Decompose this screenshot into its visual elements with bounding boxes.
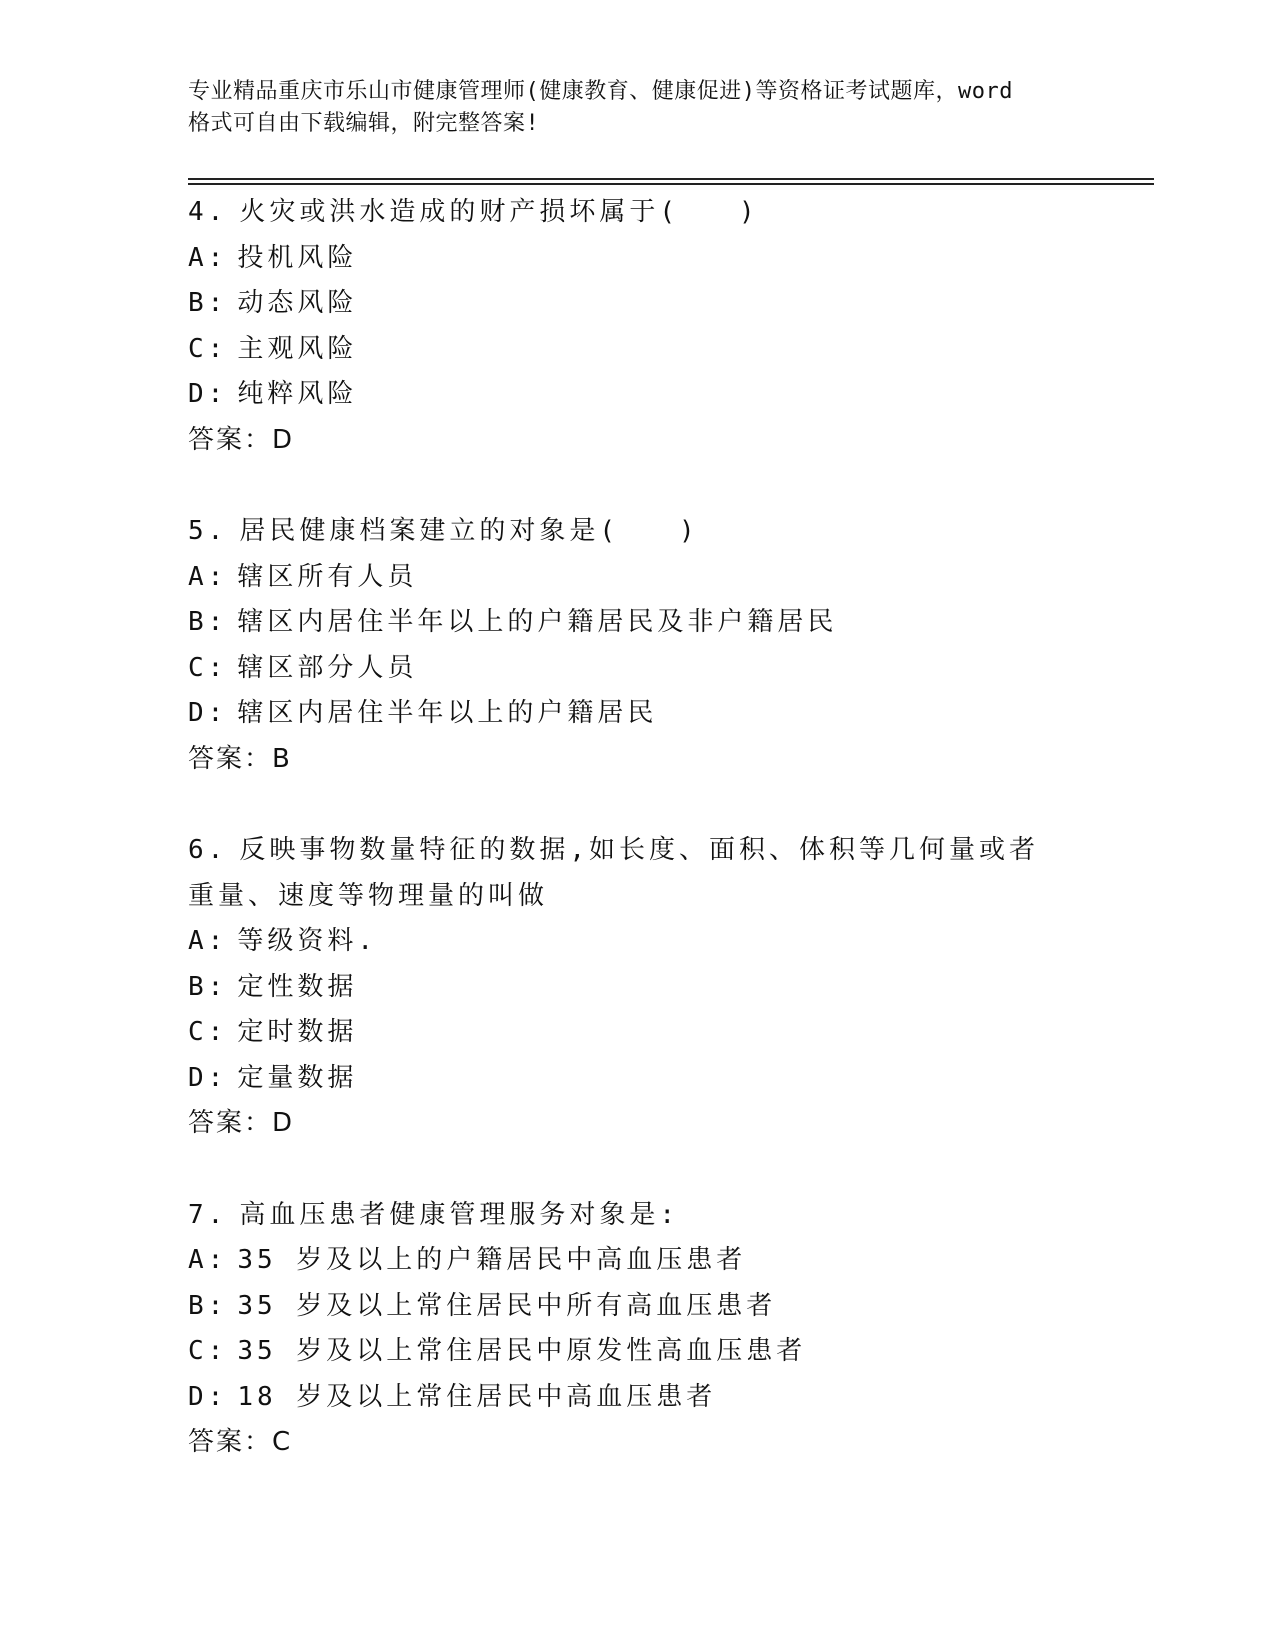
option-text: 35 岁及以上常住居民中原发性高血压患者: [237, 1336, 807, 1366]
question-text: 高血压患者健康管理服务对象是:: [239, 1199, 679, 1230]
option-text: 18 岁及以上常住居民中高血压患者: [237, 1381, 717, 1412]
option-text: 定性数据: [237, 971, 358, 1002]
question-number: 6.: [188, 835, 228, 865]
option-a: [188, 555, 1148, 601]
question-stem: [188, 1193, 1148, 1239]
option-text: 定量数据: [237, 1062, 358, 1093]
option-text: 辖区内居住半年以上的户籍居民及非户籍居民: [237, 607, 838, 637]
option-letter: A:: [188, 242, 228, 273]
question-text: 反映事物数量特征的数据,如长度、面积、体积等几何量或者重量、速度等物理量的叫做: [188, 835, 1039, 911]
option-text: 辖区内居住半年以上的户籍居民: [237, 698, 658, 728]
option-a: [188, 919, 1148, 965]
option-text: 动态风险: [237, 288, 358, 318]
answer-value: B: [272, 743, 292, 774]
option-c: [188, 646, 1148, 692]
question-number: 7.: [188, 1199, 228, 1230]
option-text: 纯粹风险: [237, 379, 358, 409]
option-c: [188, 1010, 1148, 1056]
question-list: [188, 190, 1148, 1512]
option-d: [188, 1375, 1148, 1421]
option-b: [188, 1284, 1148, 1330]
option-letter: D:: [188, 698, 228, 728]
option-letter: A:: [188, 561, 228, 592]
option-letter: D:: [188, 1062, 228, 1093]
answer-label: 答案：: [188, 743, 273, 774]
question-7: [188, 1193, 1148, 1466]
answer-line: [188, 1101, 1148, 1147]
answer-label: 答案：: [188, 424, 273, 455]
answer-label: 答案：: [188, 1427, 273, 1457]
option-text: 辖区所有人员: [237, 561, 418, 592]
option-letter: B:: [188, 607, 228, 637]
option-text: 辖区部分人员: [237, 652, 418, 683]
option-c: [188, 327, 1148, 373]
option-letter: C:: [188, 652, 228, 683]
option-letter: B:: [188, 288, 228, 318]
option-b: [188, 965, 1148, 1011]
option-letter: B:: [188, 971, 228, 1002]
option-letter: B:: [188, 1290, 228, 1321]
option-letter: C:: [188, 1017, 228, 1047]
option-letter: C:: [188, 333, 228, 364]
question-5: [188, 509, 1148, 782]
option-a: [188, 1238, 1148, 1284]
question-number: 4.: [188, 197, 228, 227]
option-b: [188, 600, 1148, 646]
option-text: 35 岁及以上的户籍居民中高血压患者: [237, 1245, 747, 1275]
header-line-2: 格式可自由下载编辑，附完整答案!: [188, 111, 540, 136]
question-stem: [188, 828, 1058, 919]
answer-line: [188, 1420, 1148, 1466]
option-text: 投机风险: [237, 242, 358, 273]
option-letter: D:: [188, 1381, 228, 1412]
header-line-1: 专业精品重庆市乐山市健康管理师(健康教育、健康促进)等资格证考试题库，word: [188, 79, 1013, 104]
option-text: 主观风险: [237, 333, 358, 364]
document-header: [188, 76, 1088, 140]
option-d: [188, 691, 1148, 737]
option-d: [188, 1056, 1148, 1102]
question-6: [188, 828, 1148, 1147]
option-a: [188, 236, 1148, 282]
option-text: 定时数据: [237, 1017, 358, 1047]
option-letter: C:: [188, 1336, 228, 1366]
question-number: 5.: [188, 516, 228, 546]
option-letter: A:: [188, 1245, 228, 1275]
answer-value: C: [272, 1427, 293, 1457]
answer-value: D: [272, 424, 295, 455]
question-stem: [188, 190, 1148, 236]
question-stem: [188, 509, 1148, 555]
answer-line: [188, 737, 1148, 783]
header-divider-top: [188, 178, 1154, 180]
header-divider-bottom: [188, 183, 1154, 185]
option-letter: D:: [188, 379, 228, 409]
option-d: [188, 372, 1148, 418]
option-letter: A:: [188, 926, 228, 956]
option-text: 等级资料.: [237, 926, 377, 956]
answer-line: [188, 418, 1148, 464]
question-4: [188, 190, 1148, 463]
answer-value: D: [272, 1108, 295, 1138]
option-text: 35 岁及以上常住居民中所有高血压患者: [237, 1290, 777, 1321]
option-b: [188, 281, 1148, 327]
question-text: 居民健康档案建立的对象是( ): [239, 516, 699, 546]
question-text: 火灾或洪水造成的财产损坏属于( ): [239, 197, 759, 227]
option-c: [188, 1329, 1148, 1375]
answer-label: 答案：: [188, 1108, 273, 1138]
